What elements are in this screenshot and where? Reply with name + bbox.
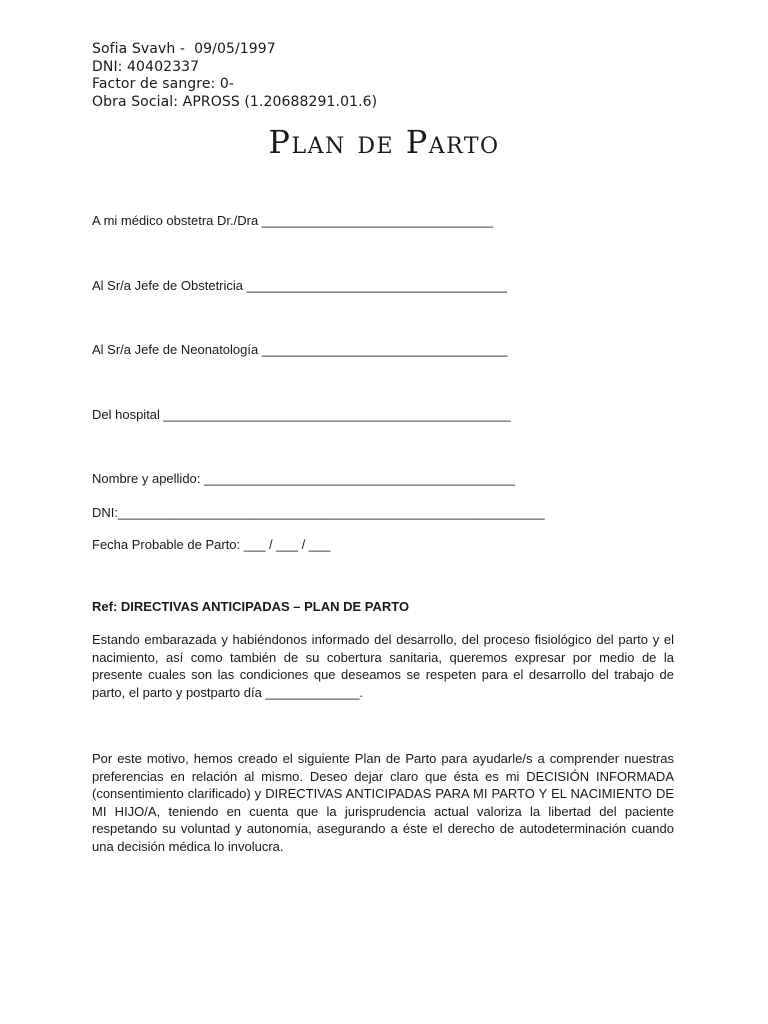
field-obstetrician: A mi médico obstetra Dr./Dra ________________________________: [92, 213, 494, 228]
field-head-neonatology: Al Sr/a Jefe de Neonatología __________________________________: [92, 342, 508, 357]
patient-name-birthdate: Sofia Svavh - 09/05/1997: [92, 41, 276, 57]
field-due-date: Fecha Probable de Parto: ___ / ___ / ___: [92, 537, 331, 552]
patient-health-insurance: Obra Social: APROSS (1.20688291.01.6): [92, 93, 378, 110]
field-head-obstetrics: Al Sr/a Jefe de Obstetricia ____________________________________: [92, 278, 507, 293]
paragraph-motive: Por este motivo, hemos creado el siguiente Plan de Parto para ayudarle/s a comprender nuestras preferencias en relación al mismo. Deseo dejar claro que ésta es mi DECISIÓN INFORMADA (consentimiento clarificado) y DIRECTIVAS ANTICIPADAS PARA MI PARTO Y EL NACIMIENTO DE MI HIJO/A, teniendo en cuenta que la jurisprudencia actual valoriza la libertad del paciente respetando su voluntad y autonomía, asegurando a éste el derecho de autodeterminación cuando una decisión médica lo involucra.: [92, 751, 674, 854]
paragraph-intro: Estando embarazada y habiéndonos informado del desarrollo, del proceso fisiológico del parto y el nacimiento, así como también de su cobertura sanitaria, queremos expresar por medio de la presente cuales son las condiciones que deseamos se respeten para el desarrollo del trabajo de parto, el parto y postparto día _____________.: [92, 632, 674, 700]
field-dni: DNI:___________________________________________________________: [92, 505, 545, 520]
reference-heading: Ref: DIRECTIVAS ANTICIPADAS – PLAN DE PARTO: [92, 599, 410, 614]
document-title: Plan de Parto: [268, 123, 500, 161]
field-full-name: Nombre y apellido: ___________________________________________: [92, 471, 515, 486]
patient-blood-type: Factor de sangre: 0-: [92, 76, 235, 92]
patient-header: [92, 41, 377, 111]
field-hospital: Del hospital ________________________________________________: [92, 407, 511, 422]
patient-dni: DNI: 40402337: [92, 58, 200, 75]
